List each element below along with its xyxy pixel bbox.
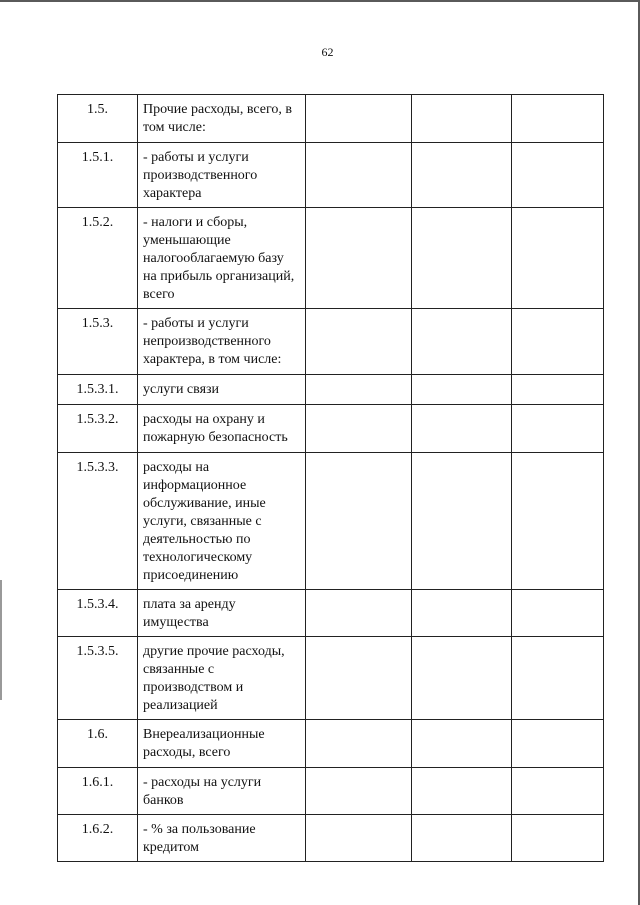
- scan-edge-left: [0, 580, 2, 700]
- value-cell: [412, 405, 512, 453]
- row-description: - работы и услуги непроизводственного характера, в том числе:: [138, 309, 306, 375]
- value-cell: [306, 637, 412, 720]
- value-cell: [412, 720, 512, 768]
- value-cell: [512, 405, 604, 453]
- value-cell: [306, 309, 412, 375]
- value-cell: [412, 309, 512, 375]
- table-row: [58, 590, 604, 637]
- table-row: [58, 95, 604, 143]
- row-description: - работы и услуги производственного характера: [138, 143, 306, 208]
- value-cell: [412, 375, 512, 405]
- table-row: [58, 208, 604, 309]
- row-number: 1.5.3.5.: [58, 637, 138, 720]
- row-number: 1.5.3.4.: [58, 590, 138, 637]
- row-number: 1.6.: [58, 720, 138, 768]
- table-row: [58, 768, 604, 815]
- row-description: - налоги и сборы, уменьшающие налогооблагаемую базу на прибыль организаций, всего: [138, 208, 306, 309]
- row-number: 1.5.3.3.: [58, 453, 138, 590]
- row-description: расходы на информационное обслуживание, иные услуги, связанные с деятельностью по технологическому присоединению: [138, 453, 306, 590]
- table-row: [58, 143, 604, 208]
- value-cell: [512, 590, 604, 637]
- row-description: услуги связи: [138, 375, 306, 405]
- value-cell: [512, 815, 604, 862]
- table-row: [58, 453, 604, 590]
- value-cell: [306, 143, 412, 208]
- table-row: [58, 375, 604, 405]
- value-cell: [412, 208, 512, 309]
- row-number: 1.6.2.: [58, 815, 138, 862]
- table-row: [58, 405, 604, 453]
- table-row: [58, 815, 604, 862]
- row-description: Внереализационные расходы, всего: [138, 720, 306, 768]
- table-row: [58, 720, 604, 768]
- row-description: плата за аренду имущества: [138, 590, 306, 637]
- table-row: [58, 309, 604, 375]
- row-number: 1.5.3.2.: [58, 405, 138, 453]
- value-cell: [512, 95, 604, 143]
- value-cell: [412, 768, 512, 815]
- value-cell: [306, 720, 412, 768]
- value-cell: [512, 768, 604, 815]
- value-cell: [306, 405, 412, 453]
- row-number: 1.5.2.: [58, 208, 138, 309]
- row-description: другие прочие расходы, связанные с производством и реализацией: [138, 637, 306, 720]
- value-cell: [512, 143, 604, 208]
- value-cell: [306, 590, 412, 637]
- expenses-table: [57, 94, 604, 862]
- row-number: 1.5.1.: [58, 143, 138, 208]
- table-row: [58, 637, 604, 720]
- value-cell: [412, 143, 512, 208]
- row-number: 1.6.1.: [58, 768, 138, 815]
- value-cell: [306, 815, 412, 862]
- value-cell: [412, 815, 512, 862]
- value-cell: [512, 309, 604, 375]
- row-number: 1.5.: [58, 95, 138, 143]
- value-cell: [512, 637, 604, 720]
- row-description: Прочие расходы, всего, в том числе:: [138, 95, 306, 143]
- row-description: расходы на охрану и пожарную безопасность: [138, 405, 306, 453]
- value-cell: [306, 375, 412, 405]
- scan-edge-top: [0, 0, 640, 2]
- row-description: - расходы на услуги банков: [138, 768, 306, 815]
- value-cell: [512, 720, 604, 768]
- page-number: 62: [321, 45, 334, 59]
- value-cell: [412, 637, 512, 720]
- value-cell: [306, 768, 412, 815]
- row-number: 1.5.3.: [58, 309, 138, 375]
- value-cell: [412, 453, 512, 590]
- value-cell: [306, 453, 412, 590]
- value-cell: [412, 95, 512, 143]
- value-cell: [412, 590, 512, 637]
- value-cell: [512, 208, 604, 309]
- value-cell: [512, 453, 604, 590]
- row-number: 1.5.3.1.: [58, 375, 138, 405]
- value-cell: [306, 208, 412, 309]
- value-cell: [512, 375, 604, 405]
- row-description: - % за пользование кредитом: [138, 815, 306, 862]
- value-cell: [306, 95, 412, 143]
